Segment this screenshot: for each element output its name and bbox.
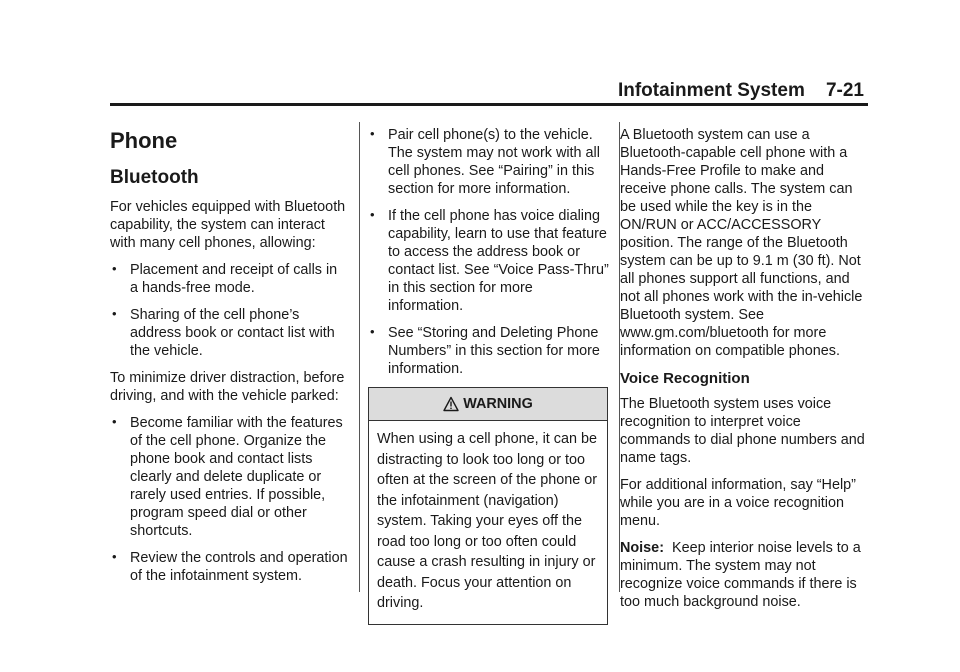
noise-text: Keep interior noise levels to a minimum. The system may not recognize voice commands if there is too much background noise. bbox=[620, 540, 861, 610]
page-heading: Phone bbox=[110, 128, 178, 153]
list-item: • Placement and receipt of calls in a hands-free mode. bbox=[110, 261, 348, 297]
column-1 bbox=[110, 126, 348, 594]
warning-header bbox=[369, 388, 607, 421]
list-item: • Review the controls and operation of the infotainment system. bbox=[110, 549, 348, 585]
subsection-heading: Voice Recognition bbox=[620, 370, 750, 387]
column-divider bbox=[359, 122, 360, 592]
section-heading: Bluetooth bbox=[110, 167, 199, 188]
warning-box bbox=[368, 387, 608, 625]
warning-text: When using a cell phone, it can be distracting to look too long or too often at the screen of the phone or the infotainment (navigation) system. Taking your eyes off the road too long or too often could cause a crash resulting in injury or death. Focus your attention on driving. bbox=[377, 431, 598, 611]
bullet-list bbox=[110, 414, 348, 585]
column-3 bbox=[620, 126, 866, 620]
section-title: Infotainment System bbox=[617, 80, 805, 101]
list-item: • Pair cell phone(s) to the vehicle. The system may not work with all cell phones. See “Pairing” in this section for more information. bbox=[368, 126, 610, 198]
page-header bbox=[560, 80, 864, 102]
list-item: • Sharing of the cell phone’s address book or contact list with the vehicle. bbox=[110, 306, 348, 360]
column-2 bbox=[368, 126, 610, 625]
noise-label: Noise: bbox=[620, 540, 664, 556]
list-item: • If the cell phone has voice dialing capability, learn to use that feature to access the address book or contact list. See “Voice Pass-Thru” in this section for more information. bbox=[368, 207, 610, 315]
bullet-list bbox=[110, 261, 348, 360]
bullet-list bbox=[368, 126, 610, 378]
list-item: • Become familiar with the features of the cell phone. Organize the phone book and contact lists clearly and delete duplicate or rarely used entries. If possible, program speed dial or other shortcuts. bbox=[110, 414, 348, 540]
paragraph: The Bluetooth system uses voice recognition to interpret voice commands to dial phone numbers and name tags. bbox=[620, 396, 865, 466]
paragraph: For additional information, say “Help” while you are in a voice recognition menu. bbox=[620, 477, 856, 529]
list-item: • See “Storing and Deleting Phone Numbers” in this section for more information. bbox=[368, 324, 610, 378]
paragraph: To minimize driver distraction, before driving, and with the vehicle parked: bbox=[110, 370, 345, 404]
noise-paragraph bbox=[620, 539, 866, 611]
warning-triangle-icon bbox=[443, 396, 459, 412]
paragraph: A Bluetooth system can use a Bluetooth-capable cell phone with a Hands-Free Profile to make and receive phone calls. The system can be used while the key is in the ON/RUN or ACC/ACCESSORY position. The range of the Bluetooth system can be up to 9.1 m (30 ft). Not all phones support all functions, and not all phones work with the in-vehicle Bluetooth system. See www.gm.com/bluetooth for more information on compatible phones. bbox=[620, 127, 863, 359]
intro-paragraph: For vehicles equipped with Bluetooth capability, the system can interact with many cell phones, allowing: bbox=[110, 199, 346, 251]
warning-label: WARNING bbox=[463, 396, 533, 412]
page-number: 7-21 bbox=[825, 80, 864, 101]
header-rule bbox=[110, 103, 868, 106]
